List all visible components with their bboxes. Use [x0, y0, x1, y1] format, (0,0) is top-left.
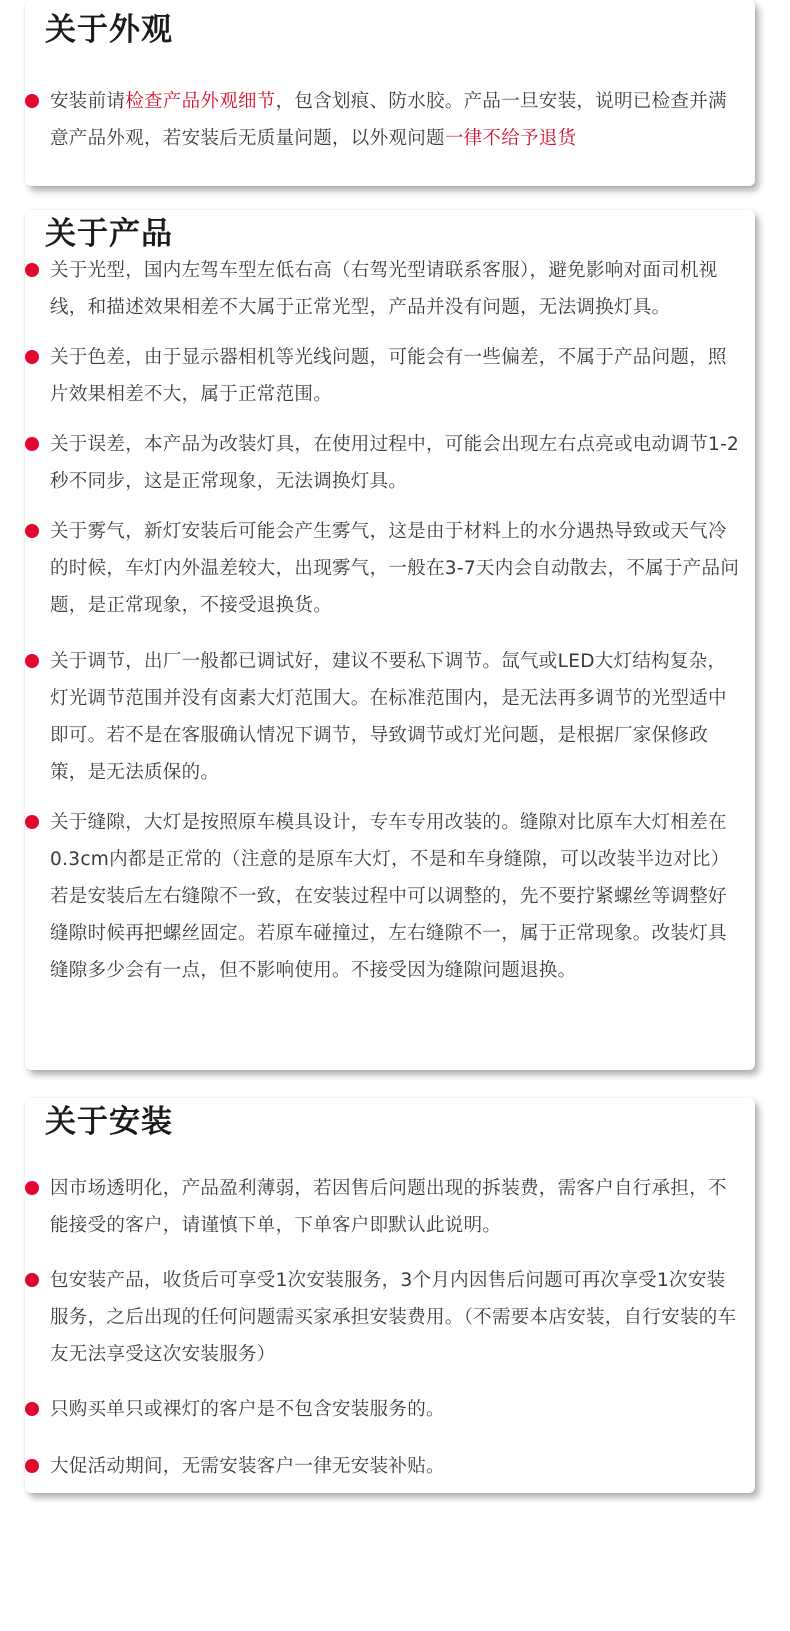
list-item: [25, 804, 755, 989]
bullet-dot-icon: [25, 94, 39, 108]
bullet-dot-icon: [25, 263, 39, 277]
product-card: [25, 210, 755, 1070]
list-item: [25, 1448, 755, 1485]
list-item: [25, 1391, 755, 1428]
list-item-text: 大促活动期间，无需安装客户一律无安装补贴。: [50, 1456, 445, 1477]
appearance-text-1: 安装前请: [50, 91, 126, 112]
list-item-text: 关于色差，由于显示器相机等光线问题，可能会有一些偏差，不属于产品问题，照片效果相差不大，属于正常范围。: [50, 347, 727, 405]
list-item: [25, 513, 755, 624]
bullet-dot-icon: [25, 1459, 39, 1473]
list-item-text: 包安装产品，收货后可享受1次安装服务，3个月内因售后问题可再次享受1次安装服务，之后出现的任何问题需买家承担安装费用。（不需要本店安装，自行安装的车友无法享受这次安装服务）: [50, 1270, 737, 1365]
bullet-dot-icon: [25, 1181, 39, 1195]
bullet-dot-icon: [25, 654, 39, 668]
appearance-highlight-check: 检查产品外观细节: [125, 91, 276, 112]
bullet-dot-icon: [25, 350, 39, 364]
product-title: 关于产品: [45, 216, 173, 252]
bullet-dot-icon: [25, 815, 39, 829]
bullet-dot-icon: [25, 1273, 39, 1287]
appearance-list: [25, 83, 755, 157]
list-item-text: 关于缝隙，大灯是按照原车模具设计，专车专用改装的。缝隙对比原车大灯相差在0.3cm内都是正常的（注意的是原车大灯，不是和车身缝隙，可以改装半边对比）若是安装后左右缝隙不一致，在安装过程中可以调整的，先不要拧紧螺丝等调整好缝隙时候再把螺丝固定。若原车碰撞过，左右缝隙不一，属于正常现象。改装灯具缝隙多少会有一点，但不影响使用。不接受因为缝隙问题退换。: [50, 812, 730, 981]
installation-card: [25, 1098, 755, 1493]
list-item: [25, 252, 755, 326]
product-list: [25, 252, 755, 989]
list-item: [25, 339, 755, 413]
list-item: [25, 643, 755, 791]
appearance-highlight-no-return: 一律不给予退货: [444, 128, 577, 149]
bullet-dot-icon: [25, 437, 39, 451]
installation-title: 关于安装: [45, 1104, 173, 1140]
list-item-text: 关于调节，出厂一般都已调试好，建议不要私下调节。氙气或LED大灯结构复杂，灯光调节范围并没有卤素大灯范围大。在标准范围内，是无法再多调节的光型适中即可。若不是在客服确认情况下调节，导致调节或灯光问题，是根据厂家保修政策，是无法质保的。: [50, 651, 727, 783]
bullet-dot-icon: [25, 1402, 39, 1416]
list-item-text: 关于雾气，新灯安装后可能会产生雾气，这是由于材料上的水分遇热导致或天气冷的时候，车灯内外温差较大，出现雾气，一般在3-7天内会自动散去，不属于产品问题，是正常现象，不接受退换货。: [50, 521, 740, 616]
appearance-title: 关于外观: [45, 12, 173, 48]
appearance-text-2: ，包含划痕、防水胶。产品一旦安装，说明已检查并满意产品外观，若安装后无质量问题，以外观问题: [50, 91, 727, 149]
list-item: [25, 426, 755, 500]
list-item: [25, 1170, 755, 1244]
appearance-card: [25, 0, 755, 186]
list-item-text: 因市场透明化，产品盈利薄弱，若因售后问题出现的拆装费，需客户自行承担，不能接受的客户，请谨慎下单，下单客户即默认此说明。: [50, 1178, 727, 1236]
list-item: [25, 83, 755, 157]
list-item-text: 关于误差，本产品为改装灯具，在使用过程中，可能会出现左右点亮或电动调节1-2秒不同步，这是正常现象，无法调换灯具。: [50, 434, 740, 492]
list-item-text: 只购买单只或裸灯的客户是不包含安装服务的。: [50, 1399, 445, 1420]
bullet-dot-icon: [25, 524, 39, 538]
list-item: [25, 1262, 755, 1373]
list-item-text: 关于光型，国内左驾车型左低右高（右驾光型请联系客服），避免影响对面司机视线，和描述效果相差不大属于正常光型，产品并没有问题，无法调换灯具。: [50, 260, 718, 318]
installation-list: [25, 1170, 755, 1485]
